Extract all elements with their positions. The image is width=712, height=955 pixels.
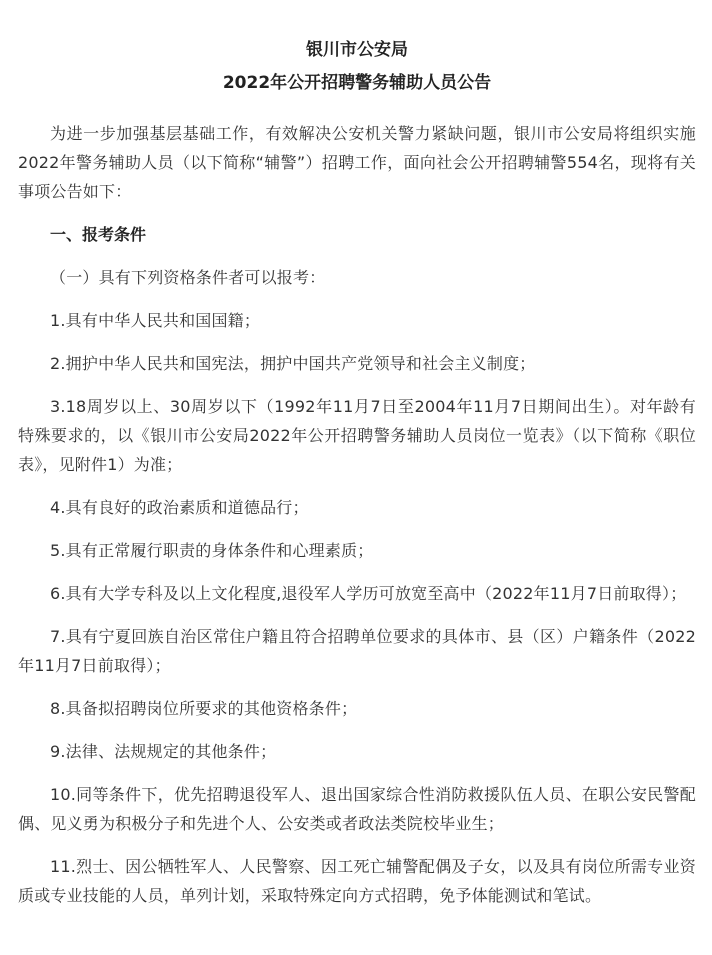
list-item: 7.具有宁夏回族自治区常住户籍且符合招聘单位要求的具体市、县（区）户籍条件（2022年11月7日前取得）； [18,627,696,675]
list-item: 4.具有良好的政治素质和道德品行； [50,498,309,517]
announcement-body [18,119,696,910]
subsection-heading: （一）具有下列资格条件者可以报考： [50,268,326,287]
list-item: 1.具有中华人民共和国国籍； [50,311,261,330]
list-item: 10.同等条件下，优先招聘退役军人、退出国家综合性消防救援队伍人员、在职公安民警配偶、见义勇为积极分子和先进个人、公安类或者政法类院校毕业生； [18,785,696,833]
list-item: 5.具有正常履行职责的身体条件和心理素质； [50,541,374,560]
title-announcement: 2022年公开招聘警务辅助人员公告 [222,73,492,93]
list-item: 2.拥护中华人民共和国宪法，拥护中国共产党领导和社会主义制度； [50,354,536,373]
intro-paragraph: 为进一步加强基层基础工作，有效解决公安机关警力紧缺问题，银川市公安局将组织实施2022年警务辅助人员（以下简称“辅警”）招聘工作，面向社会公开招聘辅警554名，现将有关事项公告如下： [18,124,696,201]
list-item: 8.具备拟招聘岗位所要求的其他资格条件； [50,699,358,718]
list-item: 9.法律、法规规定的其他条件； [50,742,277,761]
list-item: 3.18周岁以上、30周岁以下（1992年11月7日至2004年11月7日期间出生）。对年龄有特殊要求的，以《银川市公安局2022年公开招聘警务辅助人员岗位一览表》（以下简称《职位表》，见附件1）为准； [18,397,696,474]
list-item: 11.烈士、因公牺牲军人、人民警察、因工死亡辅警配偶及子女，以及具有岗位所需专业资质或专业技能的人员，单列计划，采取特殊定向方式招聘，免予体能测试和笔试。 [18,857,696,905]
section-heading-eligibility: 一、报考条件 [50,225,147,244]
title-organization: 银川市公安局 [306,40,408,60]
title-block [18,0,696,100]
list-item: 6.具有大学专科及以上文化程度,退役军人学历可放宽至高中（2022年11月7日前取得）； [50,584,687,603]
